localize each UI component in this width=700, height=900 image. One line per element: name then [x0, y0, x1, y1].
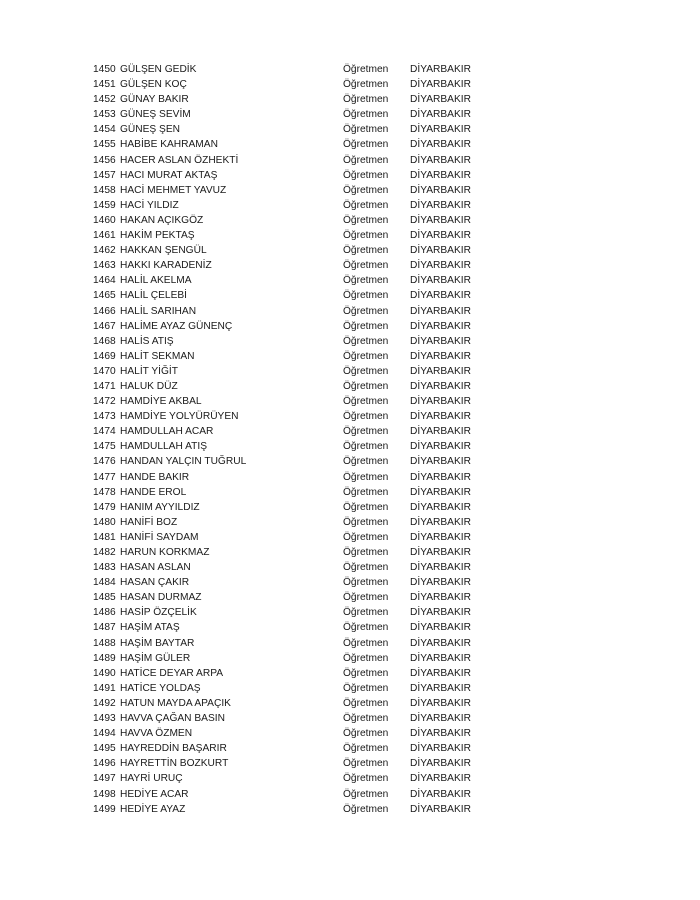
row-number: 1496: [93, 758, 116, 770]
role-label: Öğretmen: [343, 758, 389, 770]
row-number: 1487: [93, 622, 116, 634]
person-name: GÜNEŞ ŞEN: [120, 124, 181, 136]
person-name: HANİFİ SAYDAM: [120, 531, 199, 543]
list-row: [93, 651, 493, 666]
city-label: DİYARBAKIR: [410, 305, 471, 317]
city-label: DİYARBAKIR: [410, 214, 471, 226]
list-row: [93, 304, 493, 319]
role-label: Öğretmen: [343, 365, 389, 377]
list-row: [93, 364, 493, 379]
person-name: HAŞİM ATAŞ: [120, 622, 180, 634]
list-row: [93, 741, 493, 756]
list-row: [93, 696, 493, 711]
city-label: DİYARBAKIR: [410, 64, 471, 75]
city-label: DİYARBAKIR: [410, 94, 471, 106]
person-name: HEDİYE ACAR: [120, 788, 189, 800]
list-row: [93, 107, 493, 122]
list-row: [93, 726, 493, 741]
city-label: DİYARBAKIR: [410, 562, 471, 574]
list-row: [93, 515, 493, 530]
city-label: DİYARBAKIR: [410, 380, 471, 392]
row-number: 1466: [93, 305, 116, 317]
person-name: HACI MURAT AKTAŞ: [120, 169, 218, 181]
role-label: Öğretmen: [343, 124, 389, 136]
row-number: 1494: [93, 728, 116, 740]
role-label: Öğretmen: [343, 637, 389, 649]
role-label: Öğretmen: [343, 743, 389, 755]
person-name: HAKİM PEKTAŞ: [120, 230, 195, 242]
role-label: Öğretmen: [343, 562, 389, 574]
person-name: HASAN ASLAN: [120, 562, 191, 574]
person-name: HACİ YILDIZ: [120, 199, 179, 211]
list-row: [93, 168, 493, 183]
list-row: [93, 379, 493, 394]
list-row: [93, 198, 493, 213]
row-number: 1482: [93, 547, 116, 558]
list-row: [93, 349, 493, 364]
list-row: [93, 771, 493, 786]
list-row: [93, 485, 493, 500]
row-number: 1499: [93, 803, 116, 815]
row-number: 1464: [93, 275, 116, 287]
person-name: HALİL SARIHAN: [120, 305, 197, 317]
role-label: Öğretmen: [343, 501, 389, 513]
person-name: HAYRİ URUÇ: [120, 773, 183, 785]
list-row: [93, 590, 493, 605]
city-label: DİYARBAKIR: [410, 184, 471, 196]
list-row: [93, 787, 493, 802]
role-label: Öğretmen: [343, 79, 389, 91]
city-label: DİYARBAKIR: [410, 441, 471, 453]
role-label: Öğretmen: [343, 788, 389, 800]
row-number: 1469: [93, 350, 116, 362]
person-name: HAVVA ÇAĞAN BASIN: [120, 713, 225, 725]
city-label: DİYARBAKIR: [410, 245, 471, 257]
person-name: HANDE BAKIR: [120, 471, 190, 483]
city-label: DİYARBAKIR: [410, 501, 471, 513]
row-number: 1455: [93, 139, 116, 151]
person-name: HAMDİYE YOLYÜRÜYEN: [120, 411, 239, 423]
row-number: 1475: [93, 441, 116, 453]
role-label: Öğretmen: [343, 592, 389, 604]
row-number: 1491: [93, 682, 116, 694]
person-name: HABİBE KAHRAMAN: [120, 139, 218, 151]
person-name: HEDİYE AYAZ: [120, 803, 186, 815]
role-label: Öğretmen: [343, 139, 389, 151]
row-number: 1461: [93, 230, 116, 242]
person-name: GÜNAY BAKIR: [120, 94, 189, 106]
role-label: Öğretmen: [343, 531, 389, 543]
role-label: Öğretmen: [343, 184, 389, 196]
city-label: DİYARBAKIR: [410, 320, 471, 332]
role-label: Öğretmen: [343, 320, 389, 332]
role-label: Öğretmen: [343, 441, 389, 453]
list-row: [93, 605, 493, 620]
city-label: DİYARBAKIR: [410, 697, 471, 709]
city-label: DİYARBAKIR: [410, 607, 471, 619]
list-row: [93, 213, 493, 228]
list-row: [93, 137, 493, 152]
person-name: HACER ASLAN ÖZHEKTİ: [120, 154, 239, 166]
role-label: Öğretmen: [343, 773, 389, 785]
role-label: Öğretmen: [343, 335, 389, 347]
person-name: HATİCE DEYAR ARPA: [120, 667, 224, 679]
person-name: HALİT SEKMAN: [120, 350, 195, 362]
city-label: DİYARBAKIR: [410, 109, 471, 121]
city-label: DİYARBAKIR: [410, 713, 471, 725]
person-name: HAVVA ÖZMEN: [120, 728, 193, 740]
role-label: Öğretmen: [343, 275, 389, 287]
row-number: 1486: [93, 607, 116, 619]
list-row: [93, 575, 493, 590]
person-name: HALİME AYAZ GÜNENÇ: [120, 320, 233, 332]
list-row: [93, 258, 493, 273]
city-label: DİYARBAKIR: [410, 335, 471, 347]
person-name: HAMDULLAH ATIŞ: [120, 441, 207, 453]
person-name: HAMDULLAH ACAR: [120, 426, 214, 438]
row-number: 1483: [93, 562, 116, 574]
list-row: [93, 77, 493, 92]
role-label: Öğretmen: [343, 290, 389, 302]
row-number: 1463: [93, 260, 116, 272]
person-name: HAŞİM BAYTAR: [120, 637, 195, 649]
row-number: 1450: [93, 64, 116, 75]
role-label: Öğretmen: [343, 803, 389, 815]
person-name: HAKKI KARADENİZ: [120, 260, 212, 272]
role-label: Öğretmen: [343, 713, 389, 725]
person-name: HANDE EROL: [120, 486, 187, 498]
list-row: [93, 545, 493, 560]
list-row: [93, 454, 493, 469]
role-label: Öğretmen: [343, 728, 389, 740]
role-label: Öğretmen: [343, 426, 389, 438]
role-label: Öğretmen: [343, 471, 389, 483]
role-label: Öğretmen: [343, 94, 389, 106]
city-label: DİYARBAKIR: [410, 350, 471, 362]
city-label: DİYARBAKIR: [410, 592, 471, 604]
person-name: HALİT YİĞİT: [120, 365, 178, 377]
role-label: Öğretmen: [343, 169, 389, 181]
person-name: HASİP ÖZÇELİK: [120, 607, 197, 619]
city-label: DİYARBAKIR: [410, 577, 471, 589]
city-label: DİYARBAKIR: [410, 426, 471, 438]
list-row: [93, 802, 493, 817]
list-row: [93, 183, 493, 198]
person-name: HANIM AYYILDIZ: [120, 501, 200, 513]
city-label: DİYARBAKIR: [410, 637, 471, 649]
city-label: DİYARBAKIR: [410, 275, 471, 287]
list-row: [93, 560, 493, 575]
role-label: Öğretmen: [343, 411, 389, 423]
city-label: DİYARBAKIR: [410, 531, 471, 543]
list-row: [93, 92, 493, 107]
city-label: DİYARBAKIR: [410, 471, 471, 483]
person-name: GÜNEŞ SEVİM: [120, 109, 191, 121]
row-number: 1492: [93, 697, 116, 709]
person-name: GÜLŞEN GEDİK: [120, 64, 197, 75]
city-label: DİYARBAKIR: [410, 667, 471, 679]
city-label: DİYARBAKIR: [410, 230, 471, 242]
row-number: 1470: [93, 365, 116, 377]
role-label: Öğretmen: [343, 350, 389, 362]
person-name: HAKAN AÇIKGÖZ: [120, 214, 204, 226]
row-number: 1477: [93, 471, 116, 483]
role-label: Öğretmen: [343, 245, 389, 257]
person-name: HAŞİM GÜLER: [120, 652, 191, 664]
city-label: DİYARBAKIR: [410, 486, 471, 498]
list-row: [93, 756, 493, 771]
city-label: DİYARBAKIR: [410, 199, 471, 211]
person-name: HANDAN YALÇIN TUĞRUL: [120, 456, 247, 468]
list-row: [93, 409, 493, 424]
role-label: Öğretmen: [343, 199, 389, 211]
city-label: DİYARBAKIR: [410, 758, 471, 770]
city-label: DİYARBAKIR: [410, 290, 471, 302]
city-label: DİYARBAKIR: [410, 396, 471, 408]
person-name: HALİS ATIŞ: [120, 335, 174, 347]
city-label: DİYARBAKIR: [410, 79, 471, 91]
role-label: Öğretmen: [343, 547, 389, 558]
person-name: HASAN DURMAZ: [120, 592, 202, 604]
list-row: [93, 288, 493, 303]
list-row: [93, 500, 493, 515]
row-number: 1453: [93, 109, 116, 121]
role-label: Öğretmen: [343, 577, 389, 589]
list-row: [93, 122, 493, 137]
role-label: Öğretmen: [343, 607, 389, 619]
role-label: Öğretmen: [343, 486, 389, 498]
row-number: 1468: [93, 335, 116, 347]
row-number: 1452: [93, 94, 116, 106]
row-number: 1497: [93, 773, 116, 785]
person-name: HAMDİYE AKBAL: [120, 396, 202, 408]
person-name: HALUK DÜZ: [120, 380, 178, 392]
role-label: Öğretmen: [343, 214, 389, 226]
row-number: 1495: [93, 743, 116, 755]
list-row: [93, 681, 493, 696]
row-number: 1489: [93, 652, 116, 664]
city-label: DİYARBAKIR: [410, 154, 471, 166]
person-name: HALİL AKELMA: [120, 275, 192, 287]
row-number: 1473: [93, 411, 116, 423]
row-number: 1458: [93, 184, 116, 196]
role-label: Öğretmen: [343, 154, 389, 166]
row-number: 1480: [93, 516, 116, 528]
row-number: 1490: [93, 667, 116, 679]
role-label: Öğretmen: [343, 667, 389, 679]
row-number: 1456: [93, 154, 116, 166]
role-label: Öğretmen: [343, 260, 389, 272]
row-number: 1465: [93, 290, 116, 302]
list-row: [93, 636, 493, 651]
row-number: 1471: [93, 380, 116, 392]
list-row: [93, 394, 493, 409]
person-name: HALİL ÇELEBİ: [120, 290, 188, 302]
person-name: HATİCE YOLDAŞ: [120, 682, 201, 694]
role-label: Öğretmen: [343, 230, 389, 242]
person-name: HAKKAN ŞENGÜL: [120, 245, 207, 257]
city-label: DİYARBAKIR: [410, 456, 471, 468]
city-label: DİYARBAKIR: [410, 365, 471, 377]
list-row: [93, 228, 493, 243]
row-number: 1476: [93, 456, 116, 468]
person-name: HASAN ÇAKIR: [120, 577, 190, 589]
role-label: Öğretmen: [343, 305, 389, 317]
teacher-list: [93, 62, 493, 817]
row-number: 1485: [93, 592, 116, 604]
role-label: Öğretmen: [343, 456, 389, 468]
city-label: DİYARBAKIR: [410, 682, 471, 694]
row-number: 1467: [93, 320, 116, 332]
city-label: DİYARBAKIR: [410, 652, 471, 664]
row-number: 1459: [93, 199, 116, 211]
person-name: HARUN KORKMAZ: [120, 547, 210, 558]
list-row: [93, 424, 493, 439]
row-number: 1479: [93, 501, 116, 513]
role-label: Öğretmen: [343, 64, 389, 75]
city-label: DİYARBAKIR: [410, 124, 471, 136]
list-row: [93, 243, 493, 258]
city-label: DİYARBAKIR: [410, 803, 471, 815]
person-name: GÜLŞEN KOÇ: [120, 79, 187, 91]
person-name: HANİFİ BOZ: [120, 516, 178, 528]
list-row: [93, 273, 493, 288]
city-label: DİYARBAKIR: [410, 260, 471, 272]
role-label: Öğretmen: [343, 652, 389, 664]
city-label: DİYARBAKIR: [410, 547, 471, 558]
list-row: [93, 153, 493, 168]
person-name: HACİ MEHMET YAVUZ: [120, 184, 227, 196]
list-row: [93, 711, 493, 726]
list-row: [93, 666, 493, 681]
list-row: [93, 620, 493, 635]
person-name: HAYRETTİN BOZKURT: [120, 758, 229, 770]
row-number: 1488: [93, 637, 116, 649]
list-row: [93, 439, 493, 454]
row-number: 1484: [93, 577, 116, 589]
role-label: Öğretmen: [343, 396, 389, 408]
city-label: DİYARBAKIR: [410, 773, 471, 785]
role-label: Öğretmen: [343, 516, 389, 528]
city-label: DİYARBAKIR: [410, 622, 471, 634]
row-number: 1481: [93, 531, 116, 543]
city-label: DİYARBAKIR: [410, 743, 471, 755]
city-label: DİYARBAKIR: [410, 411, 471, 423]
row-number: 1472: [93, 396, 116, 408]
row-number: 1451: [93, 79, 116, 91]
city-label: DİYARBAKIR: [410, 516, 471, 528]
row-number: 1454: [93, 124, 116, 136]
list-row: [93, 62, 493, 77]
role-label: Öğretmen: [343, 697, 389, 709]
city-label: DİYARBAKIR: [410, 169, 471, 181]
city-label: DİYARBAKIR: [410, 139, 471, 151]
row-number: 1462: [93, 245, 116, 257]
row-number: 1457: [93, 169, 116, 181]
role-label: Öğretmen: [343, 380, 389, 392]
row-number: 1478: [93, 486, 116, 498]
role-label: Öğretmen: [343, 682, 389, 694]
list-row: [93, 319, 493, 334]
row-number: 1493: [93, 713, 116, 725]
row-number: 1498: [93, 788, 116, 800]
city-label: DİYARBAKIR: [410, 728, 471, 740]
row-number: 1460: [93, 214, 116, 226]
role-label: Öğretmen: [343, 622, 389, 634]
city-label: DİYARBAKIR: [410, 788, 471, 800]
list-row: [93, 334, 493, 349]
person-name: HAYREDDİN BAŞARIR: [120, 743, 227, 755]
list-row: [93, 530, 493, 545]
person-name: HATUN MAYDA APAÇIK: [120, 697, 231, 709]
list-row: [93, 470, 493, 485]
role-label: Öğretmen: [343, 109, 389, 121]
row-number: 1474: [93, 426, 116, 438]
